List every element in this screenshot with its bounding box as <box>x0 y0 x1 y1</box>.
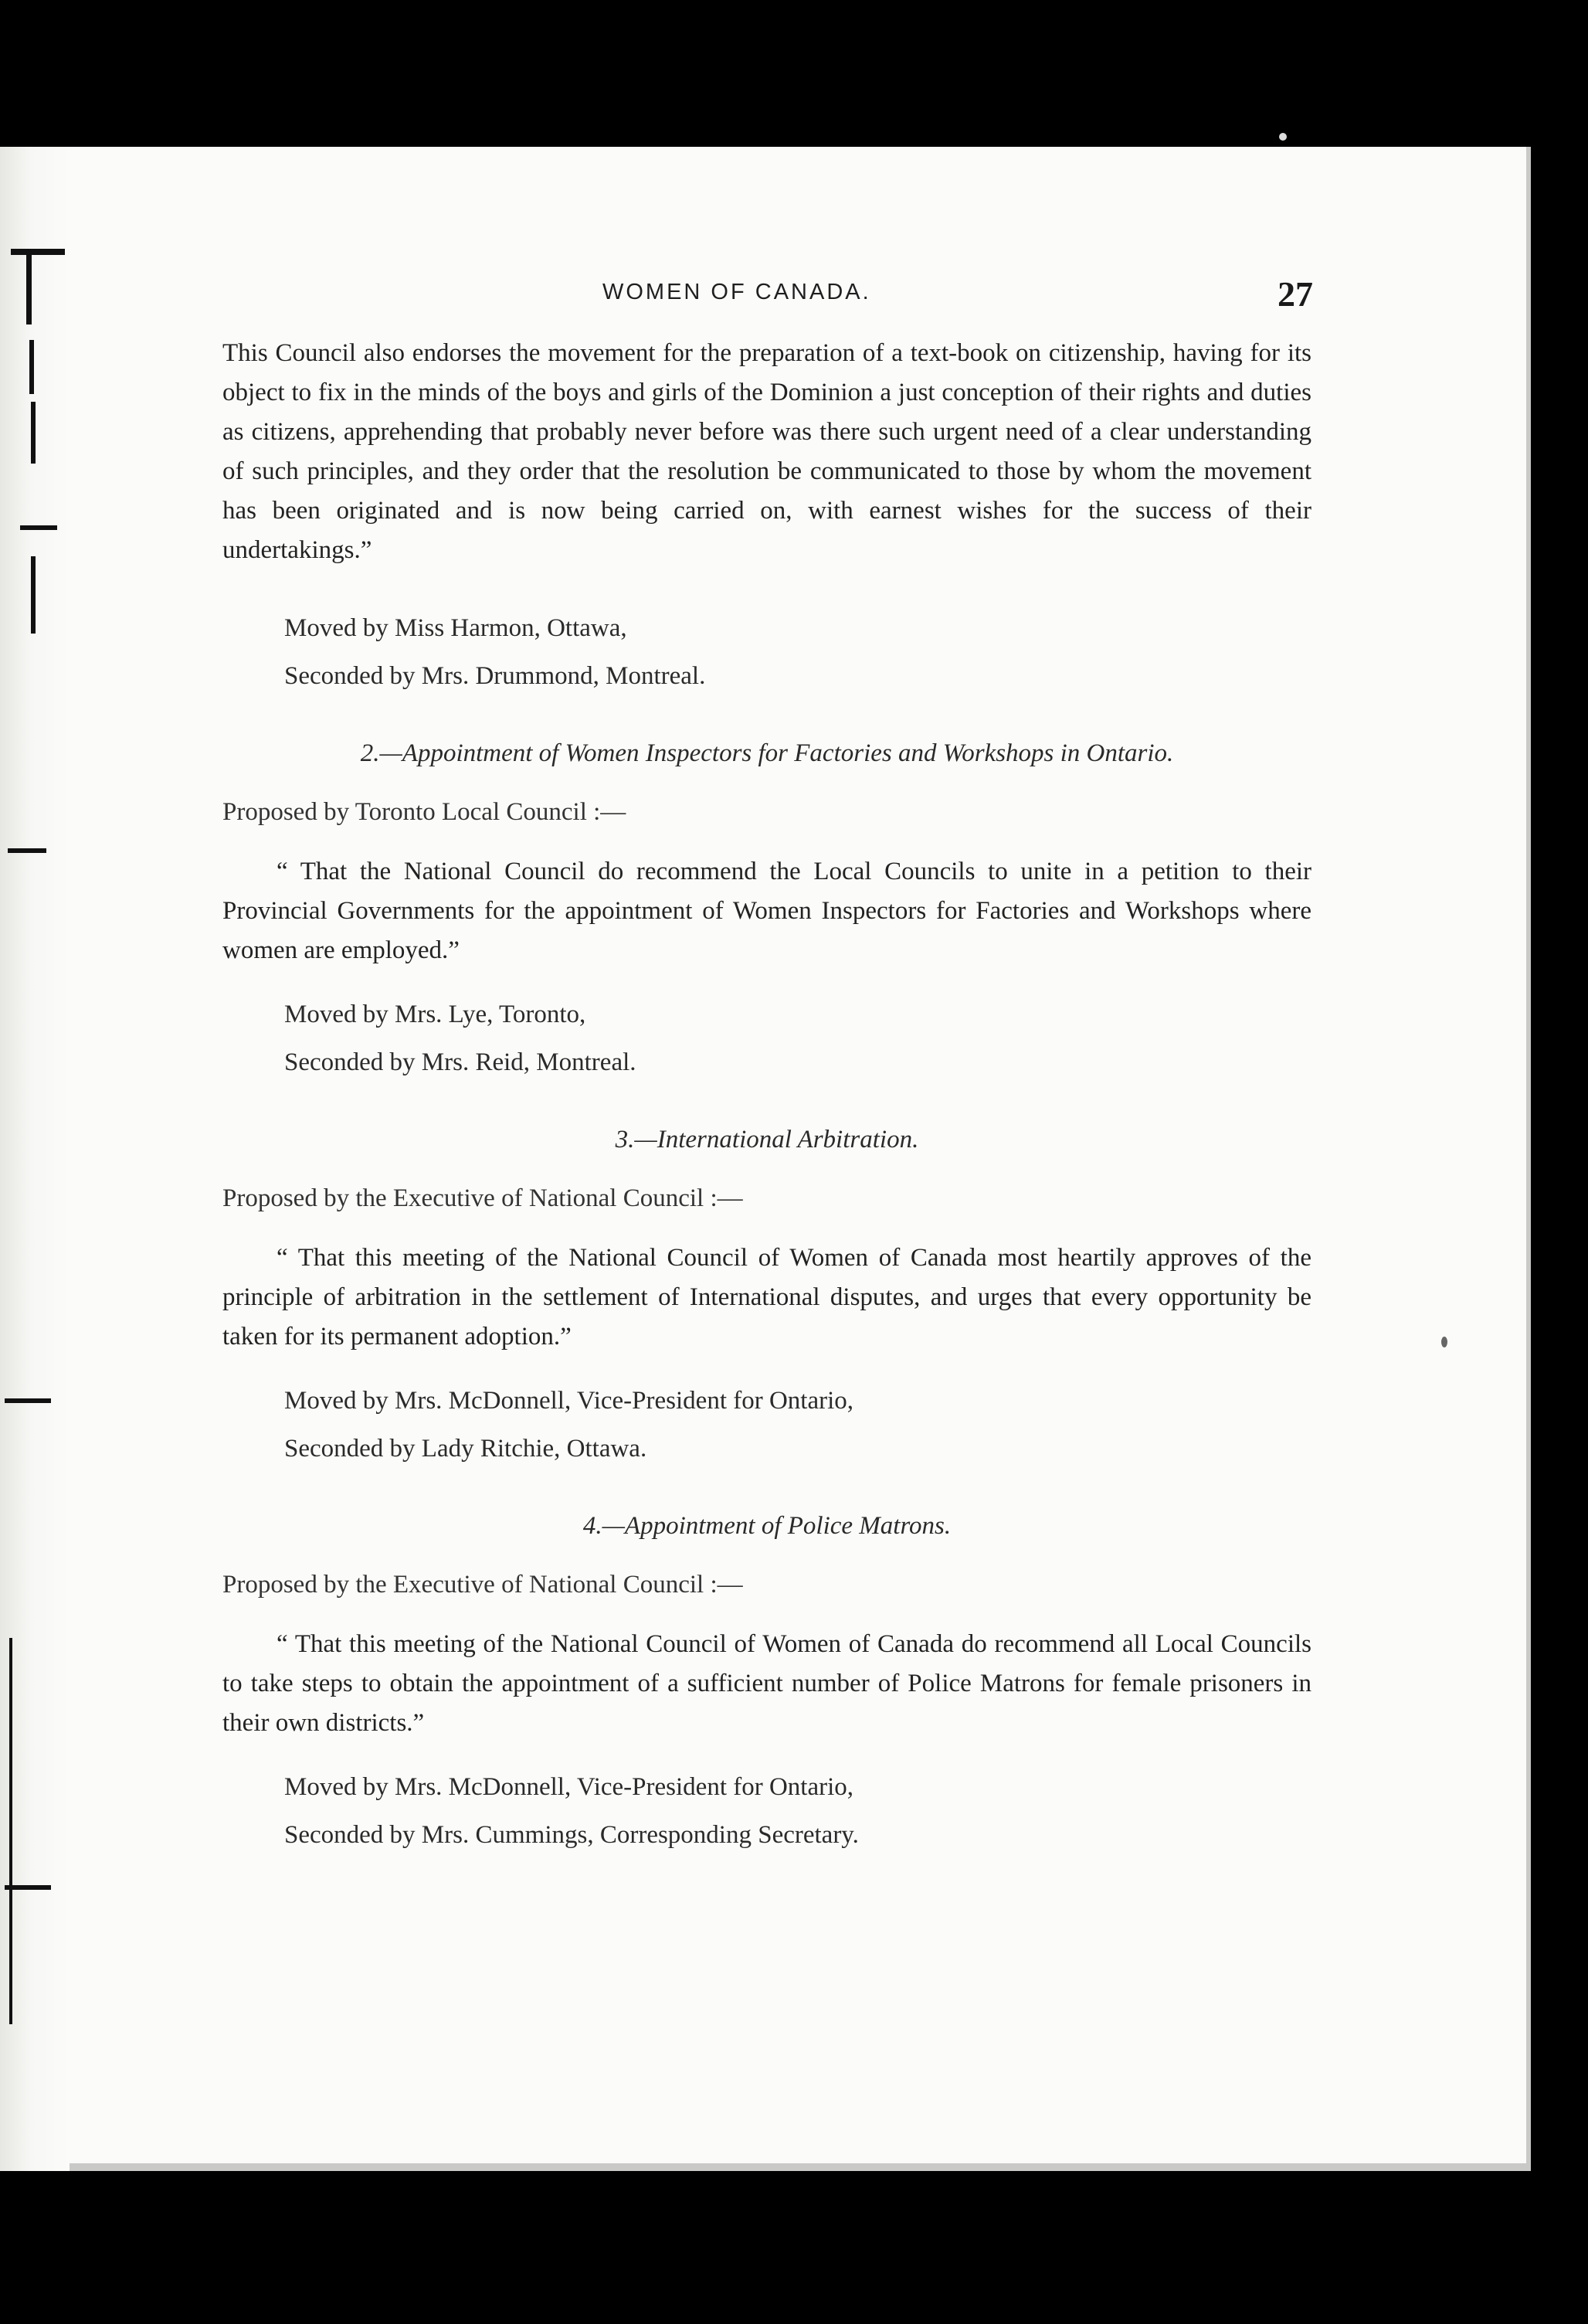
moved-by: Moved by Mrs. McDonnell, Vice-President for Ontario, <box>284 1773 854 1801</box>
resolution-text: “ That this meeting of the National Council of Women of Canada most heartily approves of the principle of arbitration in the settlement of International disputes, and urges that every opportunity be taken for its permanent adoption.” <box>222 1244 1311 1351</box>
moved-by: Moved by Miss Harmon, Ottawa, <box>284 614 627 642</box>
binding-mark <box>20 525 57 530</box>
binding-mark <box>8 848 46 853</box>
page-header <box>216 274 1313 326</box>
proposed-by: Proposed by the Executive of National Council :— <box>222 1571 743 1599</box>
resolution <box>222 1507 1311 1859</box>
binding-mark <box>31 556 36 634</box>
binding-mark <box>29 340 34 394</box>
speck <box>1279 133 1287 141</box>
resolution-heading: 2.—Appointment of Women Inspectors for Factories and Workshops in Ontario. <box>360 739 1174 767</box>
binding-mark <box>5 1398 51 1403</box>
binding-mark <box>31 402 36 464</box>
resolution-heading: 3.—International Arbitration. <box>615 1126 919 1154</box>
binding-mark <box>9 1638 12 2024</box>
proposed-by: Proposed by Toronto Local Council :— <box>222 798 626 826</box>
seconded-by: Seconded by Mrs. Drummond, Montreal. <box>284 662 706 690</box>
resolution-text: “ That the National Council do recommend the Local Councils to unite in a petition to their Provincial Governments for the appointment of Women Inspectors for Factories and Workshops where women are employed.” <box>222 858 1311 964</box>
resolution-heading: 4.—Appointment of Police Matrons. <box>582 1512 952 1540</box>
seconded-by: Seconded by Mrs. Reid, Montreal. <box>284 1048 636 1076</box>
resolution <box>222 1120 1311 1473</box>
page-body <box>222 334 1311 1859</box>
opening-paragraph: This Council also endorses the movement for the preparation of a text-book on citizenship, having for its object to fix in the minds of the boys and girls of the Dominion a just conception of their rights and duties as citizens, apprehending that probably never before was there such urgent need of a clear understanding of such principles, and they order that the resolution be communicated to those by whom the movement has been originated and is now being carried on, with earnest wishes for the success of their undertakings.” <box>222 339 1311 564</box>
binding-mark <box>11 249 65 255</box>
proposed-by: Proposed by the Executive of National Council :— <box>222 1184 743 1212</box>
resolution <box>222 734 1311 1086</box>
resolution-text: “ That this meeting of the National Council of Women of Canada do recommend all Local Councils to take steps to obtain the appointment of a sufficient number of Police Matrons for female prisoners in their own districts.” <box>222 1630 1311 1737</box>
moved-by: Moved by Mrs. McDonnell, Vice-President for Ontario, <box>284 1387 854 1415</box>
binding-mark <box>26 255 32 324</box>
seconded-by: Seconded by Mrs. Cummings, Corresponding Secretary. <box>284 1821 859 1849</box>
moved-by: Moved by Mrs. Lye, Toronto, <box>284 1001 586 1028</box>
running-head: WOMEN OF CANADA. <box>602 280 871 304</box>
speck <box>1441 1337 1447 1347</box>
seconded-by: Seconded by Lady Ritchie, Ottawa. <box>284 1435 647 1463</box>
page-number: 27 <box>1278 274 1313 314</box>
